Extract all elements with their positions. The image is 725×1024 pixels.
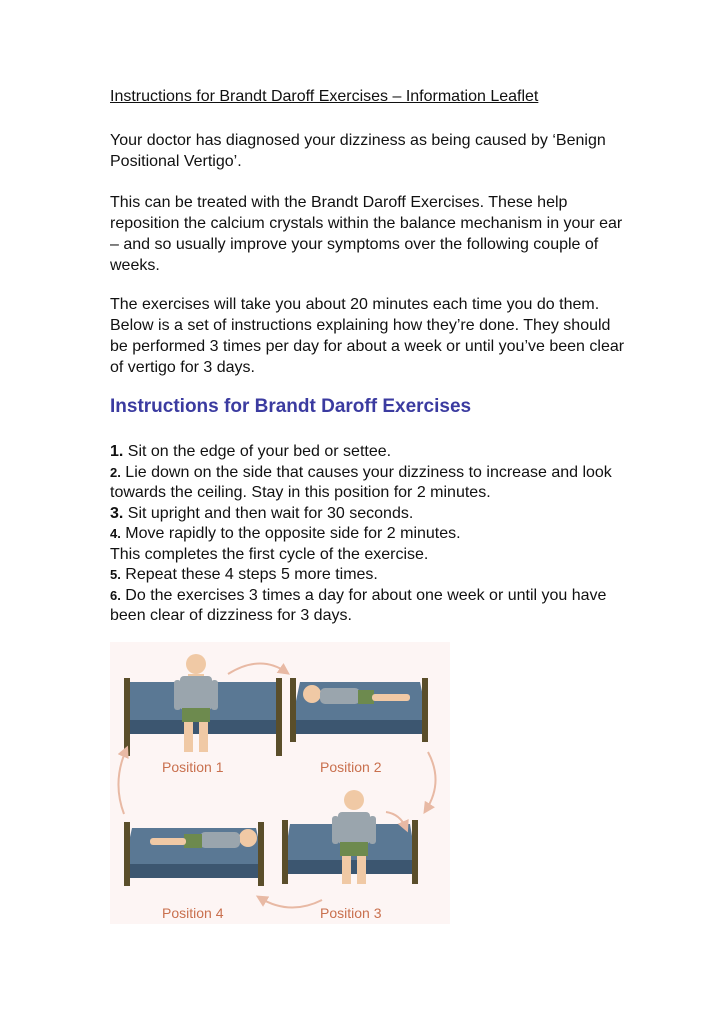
step-3	[110, 504, 630, 525]
leg	[342, 856, 351, 884]
step-number: 5.	[110, 567, 121, 582]
arrow-icon	[228, 663, 286, 674]
steps-list	[110, 442, 630, 627]
shirt	[338, 812, 370, 844]
leg	[184, 722, 193, 752]
bed-post	[124, 678, 130, 756]
shorts	[358, 690, 374, 704]
step-text: Move rapidly to the opposite side for 2 minutes.	[120, 525, 461, 542]
bed-post	[282, 820, 288, 884]
leaflet-title: Instructions for Brandt Daroff Exercises – Information Leaflet	[110, 88, 539, 105]
position-3-figure	[282, 790, 418, 884]
arrow-icon	[426, 752, 436, 810]
position-4-label: Position 4	[162, 905, 224, 921]
intro-schedule: The exercises will take you about 20 minutes each time you do them. Below is a set of instructions explaining how they’re done. They should be performed 3 times per day for about a week or until you’ve been clear of vertigo for 3 days.	[110, 296, 625, 376]
shirt	[180, 676, 212, 710]
step-number: 3.	[110, 504, 124, 522]
position-2-figure	[290, 678, 428, 742]
section-heading: Instructions for Brandt Daroff Exercises	[110, 396, 472, 417]
exercise-illustration	[110, 642, 450, 924]
bed-post	[276, 678, 282, 756]
shorts	[184, 834, 202, 848]
step-6	[110, 586, 630, 627]
head	[344, 790, 364, 810]
step-text: Do the exercises 3 times a day for about one week or until you have been clear of dizziness for 3 days.	[110, 586, 607, 624]
step-text: Repeat these 4 steps 5 more times.	[120, 566, 378, 583]
bed-post	[412, 820, 418, 884]
step-number: 2.	[110, 464, 121, 480]
head	[186, 654, 206, 674]
bed-post	[258, 822, 264, 886]
bed-side	[292, 720, 428, 734]
shorts	[182, 708, 210, 722]
position-4-figure	[124, 822, 264, 886]
leg	[372, 694, 410, 701]
leg	[199, 722, 208, 752]
positions-diagram	[110, 642, 450, 924]
bed-post	[422, 678, 428, 742]
head	[303, 685, 321, 703]
intro-treatment: This can be treated with the Brandt Daroff Exercises. These help reposition the calcium crystals within the balance mechanism in your ear – and so usually improve your symptoms over the following couple of weeks.	[110, 194, 623, 274]
bed-post	[290, 678, 296, 742]
leg	[357, 856, 366, 884]
step-4	[110, 524, 630, 545]
step-text: Sit on the edge of your bed or settee.	[123, 443, 392, 460]
position-1-label: Position 1	[162, 759, 224, 775]
step-number: 4.	[110, 526, 121, 541]
step-text: Sit upright and then wait for 30 seconds.	[123, 504, 414, 522]
cycle-note: This completes the first cycle of the exercise.	[110, 545, 429, 563]
shirt	[320, 688, 360, 704]
bed-post	[124, 822, 130, 886]
head	[239, 829, 257, 847]
step-5	[110, 565, 630, 586]
step-2	[110, 463, 630, 504]
shorts	[340, 842, 368, 856]
position-3-label: Position 3	[320, 905, 382, 921]
leg	[150, 838, 186, 845]
step-number: 6.	[110, 587, 121, 603]
arrow-icon	[260, 898, 322, 908]
position-1-figure	[124, 654, 282, 756]
shirt	[200, 832, 240, 848]
bed-side	[124, 864, 264, 878]
step-text: Lie down on the side that causes your dizziness to increase and look towards the ceiling. Stay in this position for 2 minutes.	[110, 463, 612, 501]
intro-diagnosis: Your doctor has diagnosed your dizziness as being caused by ‘Benign Positional Vertigo’.	[110, 132, 606, 170]
step-number: 1.	[110, 443, 124, 460]
position-2-label: Position 2	[320, 759, 382, 775]
step-1	[110, 442, 630, 463]
arrow-icon	[118, 750, 126, 814]
